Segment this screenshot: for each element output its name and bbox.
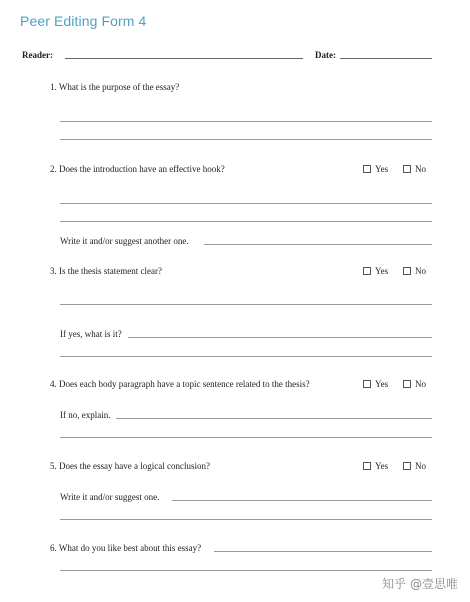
yes-option[interactable]: Yes (363, 379, 388, 389)
checkbox-icon (403, 462, 411, 470)
question-2-followup: Write it and/or suggest another one. (60, 236, 189, 246)
yes-option[interactable]: Yes (363, 164, 388, 174)
reader-label: Reader: (22, 50, 53, 60)
no-option[interactable]: No (403, 266, 426, 276)
no-option[interactable]: No (403, 379, 426, 389)
answer-line[interactable] (60, 519, 432, 520)
yes-option[interactable]: Yes (363, 461, 388, 471)
answer-line[interactable] (60, 570, 432, 571)
no-option[interactable]: No (403, 461, 426, 471)
question-5-followup: Write it and/or suggest one. (60, 492, 160, 502)
question-4-followup: If no, explain. (60, 410, 111, 420)
question-5: 5. Does the essay have a logical conclusion? (50, 461, 210, 471)
question-2: 2. Does the introduction have an effective hook? (50, 164, 225, 174)
form-title: Peer Editing Form 4 (20, 13, 147, 29)
question-4: 4. Does each body paragraph have a topic sentence related to the thesis? (50, 379, 310, 389)
watermark: 知乎 @壹思唯 (382, 577, 458, 591)
checkbox-icon (403, 267, 411, 275)
date-field-line[interactable] (340, 58, 432, 59)
answer-line[interactable] (128, 337, 432, 338)
checkbox-icon (363, 267, 371, 275)
answer-line[interactable] (60, 356, 432, 357)
answer-line[interactable] (214, 551, 432, 552)
answer-line[interactable] (60, 139, 432, 140)
no-option[interactable]: No (403, 164, 426, 174)
question-3: 3. Is the thesis statement clear? (50, 266, 162, 276)
date-label: Date: (315, 50, 336, 60)
answer-line[interactable] (60, 121, 432, 122)
question-1: 1. What is the purpose of the essay? (50, 82, 180, 92)
checkbox-icon (363, 380, 371, 388)
answer-line[interactable] (60, 221, 432, 222)
answer-line[interactable] (172, 500, 432, 501)
question-6: 6. What do you like best about this essay? (50, 543, 202, 553)
reader-field-line[interactable] (65, 58, 303, 59)
answer-line[interactable] (60, 203, 432, 204)
yes-option[interactable]: Yes (363, 266, 388, 276)
checkbox-icon (363, 165, 371, 173)
answer-line[interactable] (60, 437, 432, 438)
answer-line[interactable] (60, 304, 432, 305)
checkbox-icon (403, 165, 411, 173)
checkbox-icon (403, 380, 411, 388)
checkbox-icon (363, 462, 371, 470)
question-3-followup: If yes, what is it? (60, 329, 122, 339)
answer-line[interactable] (116, 418, 432, 419)
answer-line[interactable] (204, 244, 432, 245)
